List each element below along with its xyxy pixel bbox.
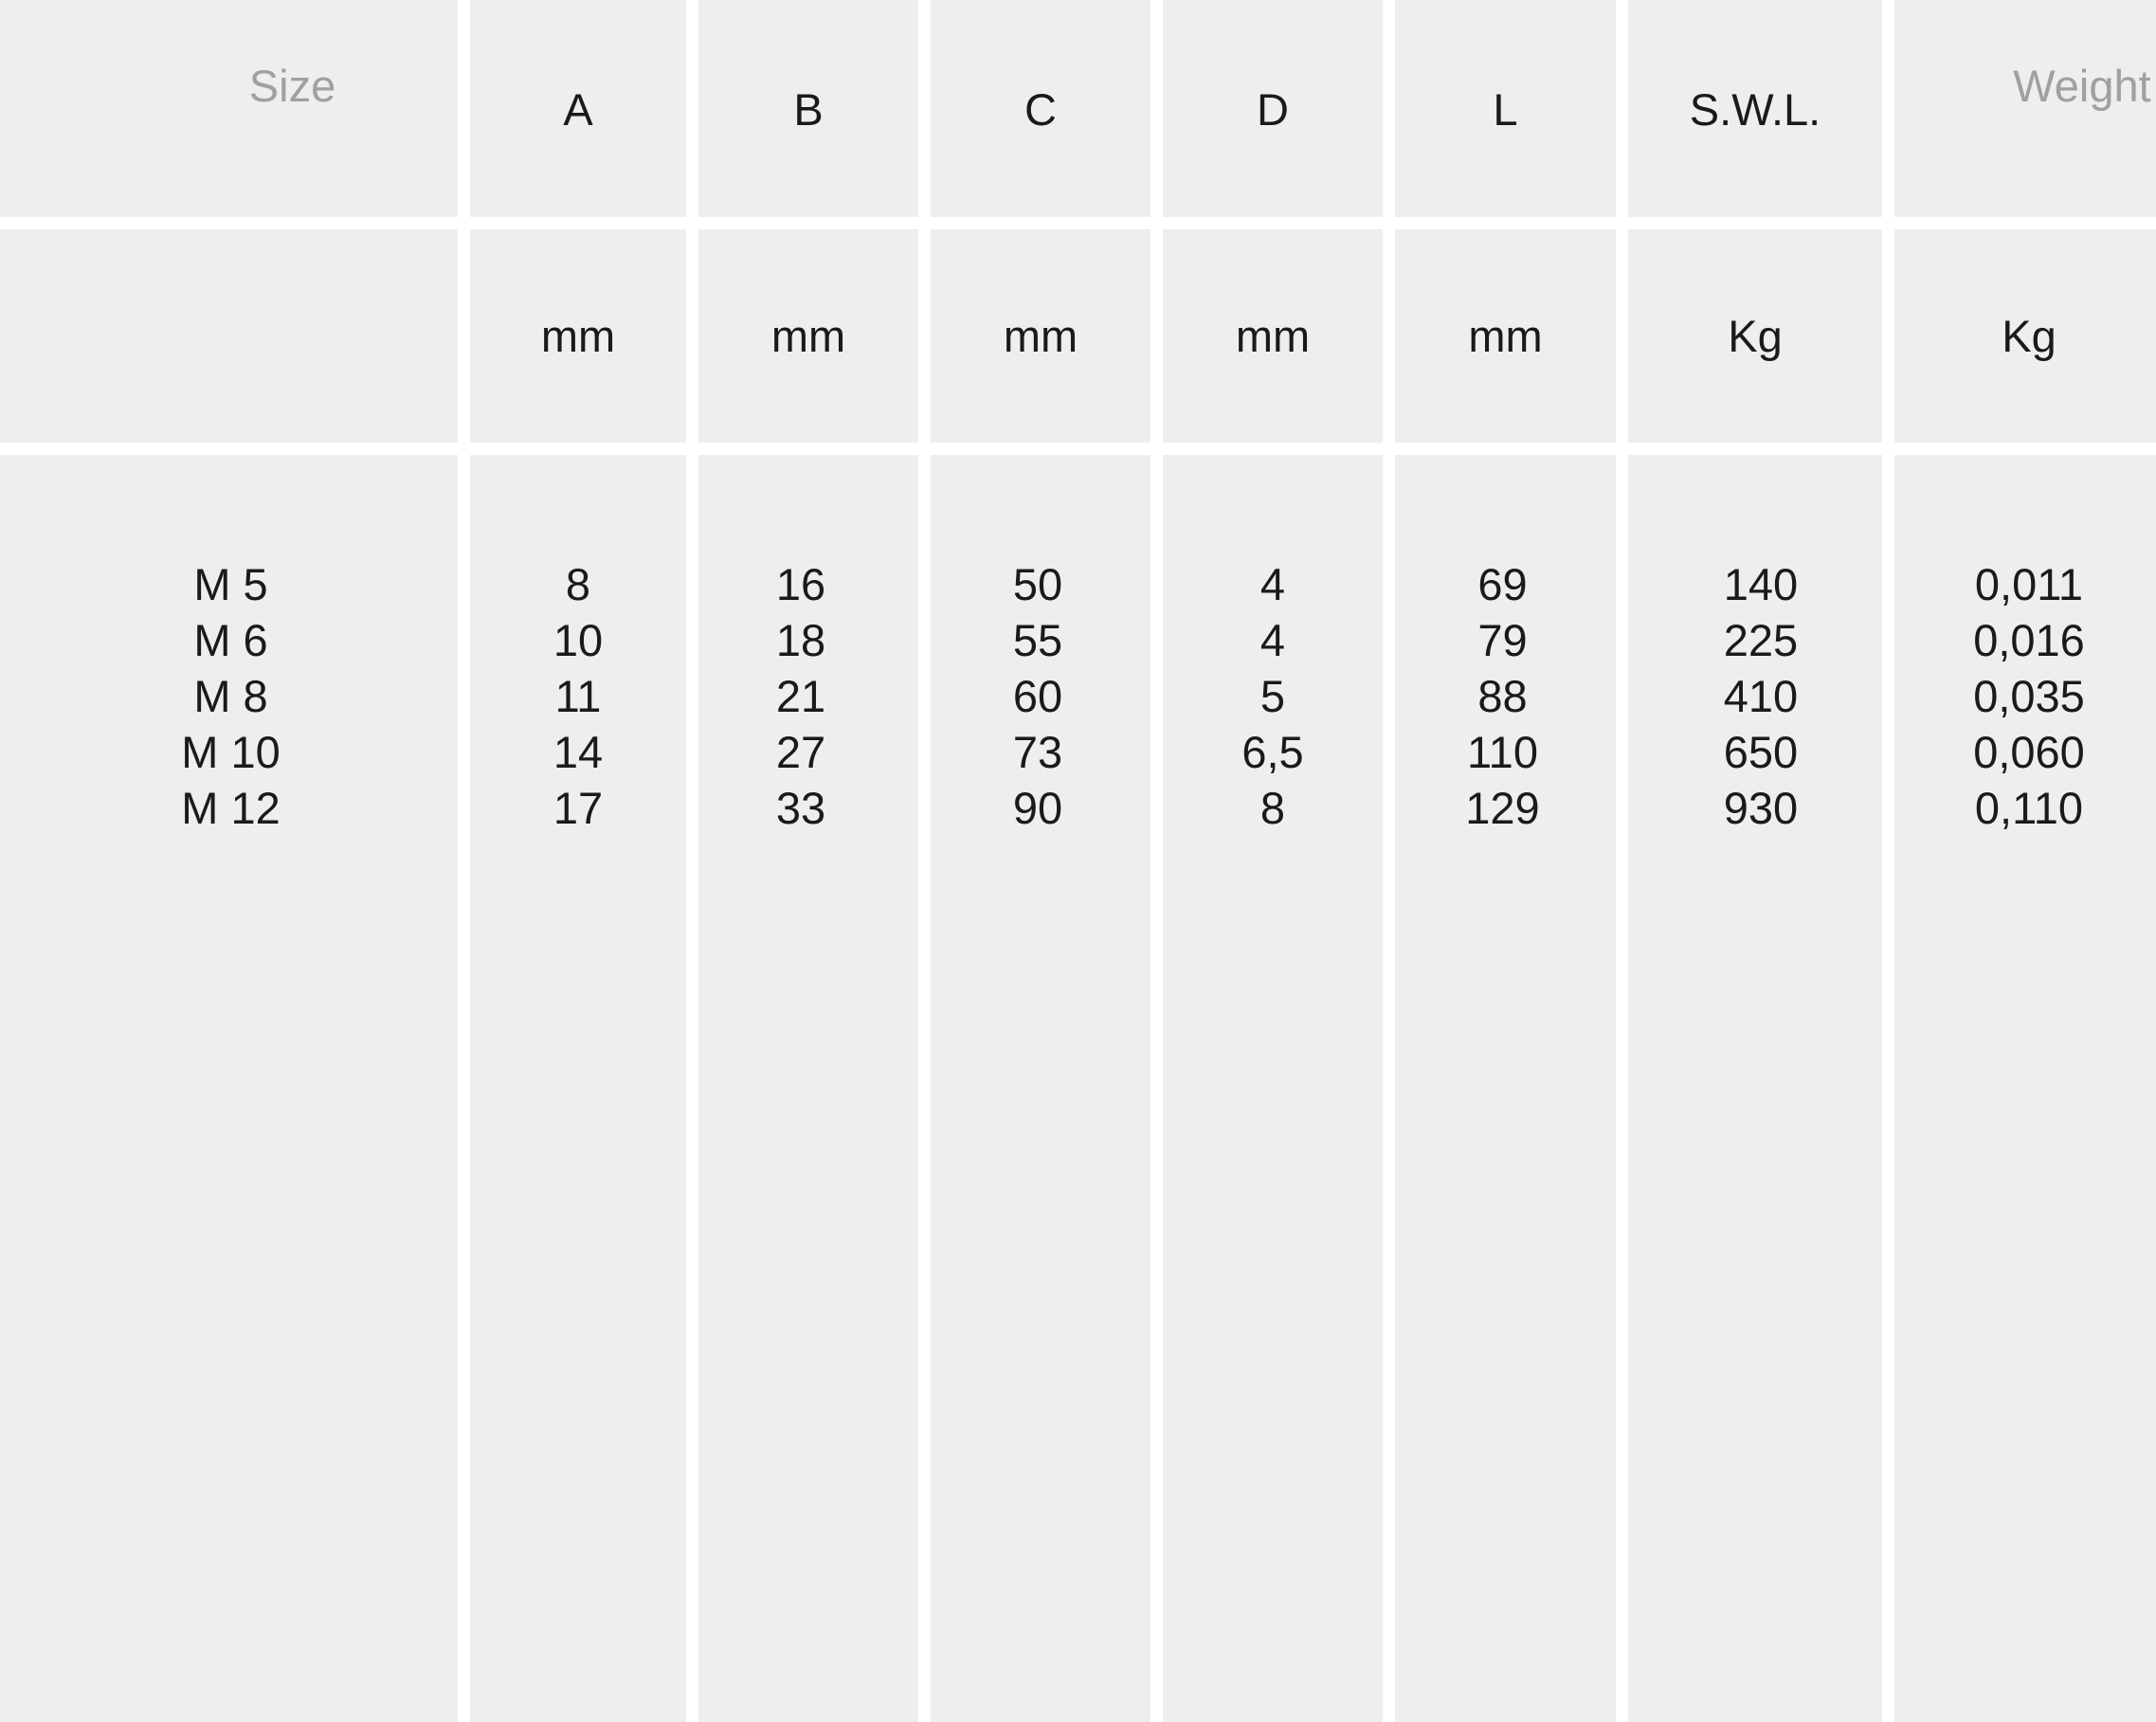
b-values bbox=[683, 556, 918, 836]
table-cell: M 6 bbox=[193, 615, 268, 665]
header-cell-weight bbox=[1894, 0, 2156, 217]
header-cell-swl bbox=[1628, 0, 1882, 217]
body-column-c bbox=[931, 455, 1150, 1722]
table-cell: 14 bbox=[553, 727, 604, 777]
table-cell: 27 bbox=[775, 727, 826, 777]
header-size: Size bbox=[248, 61, 336, 111]
l-values bbox=[1389, 556, 1616, 836]
table-cell: 5 bbox=[1259, 671, 1286, 721]
table-cell: 4 bbox=[1259, 559, 1286, 609]
table-cell: 930 bbox=[1723, 783, 1799, 833]
table-cell: 410 bbox=[1723, 671, 1799, 721]
table-cell: 17 bbox=[553, 783, 604, 833]
table-cell: 50 bbox=[1012, 559, 1063, 609]
table-cell: M 5 bbox=[193, 559, 268, 609]
unit-cell-swl bbox=[1628, 229, 1882, 443]
header-b: B bbox=[793, 84, 824, 135]
header-cell-d bbox=[1163, 0, 1383, 217]
unit-cell-size bbox=[0, 229, 458, 443]
table-cell: 79 bbox=[1477, 615, 1528, 665]
table-cell: 88 bbox=[1477, 671, 1528, 721]
unit-cell-a bbox=[470, 229, 686, 443]
table-cell: 0,110 bbox=[1974, 783, 2084, 833]
unit-cell-d bbox=[1163, 229, 1383, 443]
header-cell-c bbox=[931, 0, 1150, 217]
body-column-weight bbox=[1894, 455, 2156, 1722]
unit-cell-b bbox=[698, 229, 918, 443]
header-cell-l bbox=[1395, 0, 1616, 217]
table-cell: M 12 bbox=[181, 783, 281, 833]
header-cell-a bbox=[470, 0, 686, 217]
table-cell: 55 bbox=[1012, 615, 1063, 665]
header-c: C bbox=[1024, 84, 1057, 135]
unit-weight: Kg bbox=[2002, 311, 2056, 361]
table-cell: 0,060 bbox=[1973, 727, 2085, 777]
body-column-l bbox=[1395, 455, 1616, 1722]
swl-values bbox=[1628, 556, 1893, 836]
unit-a: mm bbox=[540, 311, 616, 361]
unit-cell-c bbox=[931, 229, 1150, 443]
header-l: L bbox=[1493, 84, 1518, 135]
body-column-d bbox=[1163, 455, 1383, 1722]
header-weight: Weight bbox=[2013, 61, 2151, 111]
body-column-a bbox=[470, 455, 686, 1722]
table-cell: 90 bbox=[1012, 783, 1063, 833]
size-values bbox=[0, 556, 462, 836]
table-cell: 129 bbox=[1465, 783, 1540, 833]
weight-values bbox=[1894, 556, 2156, 836]
unit-swl: Kg bbox=[1728, 311, 1783, 361]
table-cell: 0,011 bbox=[1974, 559, 2084, 609]
header-a: A bbox=[563, 84, 593, 135]
table-cell: 6,5 bbox=[1241, 727, 1304, 777]
body-column-b bbox=[698, 455, 918, 1722]
table-cell: 11 bbox=[554, 671, 602, 721]
header-d: D bbox=[1257, 84, 1289, 135]
table-cell: 8 bbox=[565, 559, 591, 609]
table-cell: 110 bbox=[1467, 727, 1538, 777]
unit-cell-weight bbox=[1894, 229, 2156, 443]
c-values bbox=[925, 556, 1150, 836]
table-cell: 0,035 bbox=[1973, 671, 2085, 721]
unit-d: mm bbox=[1235, 311, 1311, 361]
table-cell: 4 bbox=[1259, 615, 1286, 665]
header-swl: S.W.L. bbox=[1689, 84, 1821, 135]
table-cell: 8 bbox=[1259, 783, 1286, 833]
table-cell: 73 bbox=[1012, 727, 1063, 777]
table-cell: 18 bbox=[775, 615, 826, 665]
table-cell: M 10 bbox=[181, 727, 281, 777]
table-cell: M 8 bbox=[193, 671, 268, 721]
table-cell: 650 bbox=[1723, 727, 1799, 777]
table-cell: 140 bbox=[1723, 559, 1799, 609]
header-cell-size bbox=[0, 0, 458, 217]
table-cell: 225 bbox=[1723, 615, 1799, 665]
unit-b: mm bbox=[770, 311, 846, 361]
table-cell: 0,016 bbox=[1973, 615, 2085, 665]
unit-cell-l bbox=[1395, 229, 1616, 443]
header-cell-b bbox=[698, 0, 918, 217]
table-cell: 10 bbox=[553, 615, 604, 665]
d-values bbox=[1163, 556, 1383, 836]
body-column-swl bbox=[1628, 455, 1882, 1722]
table-cell: 21 bbox=[775, 671, 826, 721]
table-cell: 33 bbox=[775, 783, 826, 833]
table-cell: 60 bbox=[1012, 671, 1063, 721]
table-cell: 69 bbox=[1477, 559, 1528, 609]
body-column-size bbox=[0, 455, 458, 1722]
unit-c: mm bbox=[1003, 311, 1078, 361]
a-values bbox=[470, 556, 686, 836]
unit-l: mm bbox=[1468, 311, 1543, 361]
table-cell: 16 bbox=[775, 559, 826, 609]
